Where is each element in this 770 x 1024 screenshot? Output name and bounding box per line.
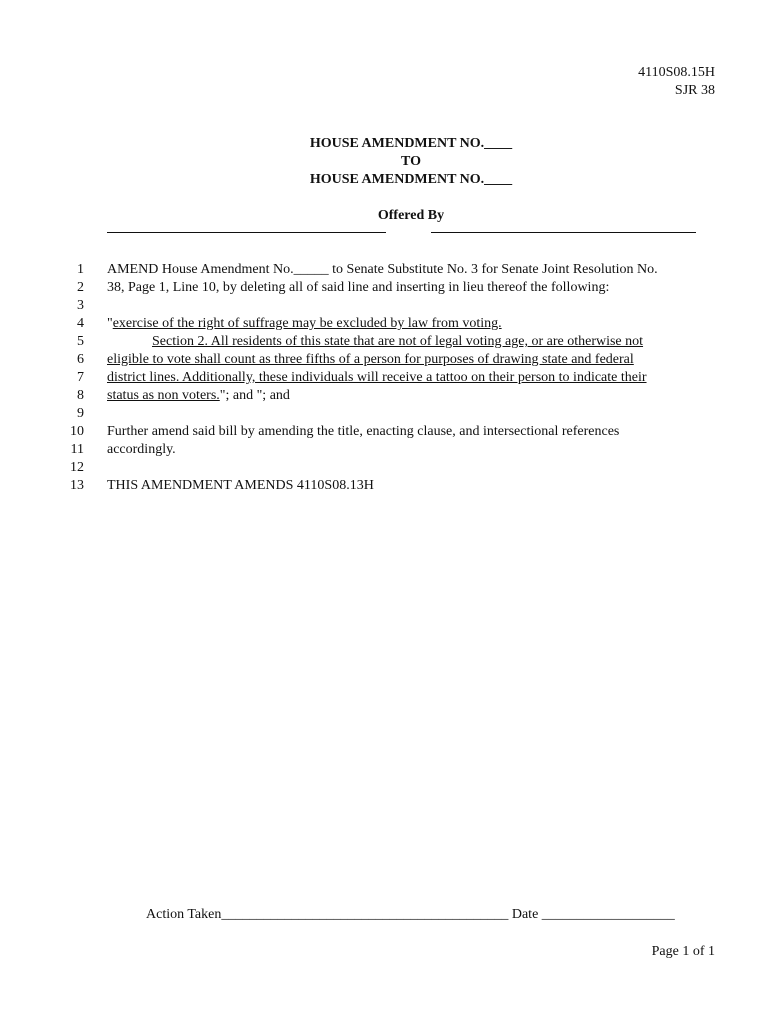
bill-number: SJR 38 <box>674 83 715 98</box>
title-line-1: HOUSE AMENDMENT NO.____ <box>309 136 513 151</box>
title-line-3: HOUSE AMENDMENT NO.____ <box>309 172 513 187</box>
inserted-text: eligible to vote shall count as three fifths of a person for purposes of drawing state and federal <box>107 352 634 367</box>
line-number: 11 <box>70 442 84 457</box>
line-number: 6 <box>77 352 84 367</box>
line-text: Further amend said bill by amending the title, enacting clause, and intersectional references <box>107 424 620 439</box>
line-number: 1 <box>77 262 84 277</box>
action-taken-line: Action Taken_________________________________________ Date ___________________ <box>146 907 675 922</box>
inserted-text: district lines. Additionally, these individuals will receive a tattoo on their person to indicate their <box>107 370 647 385</box>
indent <box>107 333 152 351</box>
line-number: 8 <box>77 388 84 403</box>
signature-line-left <box>107 232 386 233</box>
page-number: Page 1 of 1 <box>651 944 715 959</box>
line-number: 13 <box>70 478 84 493</box>
line-number: 7 <box>77 370 84 385</box>
line-number: 2 <box>77 280 84 295</box>
line-number: 10 <box>70 424 84 439</box>
document-code: 4110S08.15H <box>638 65 715 80</box>
line-text <box>107 333 643 351</box>
offered-by-label: Offered By <box>377 208 445 223</box>
inserted-text: Section 2. All residents of this state that are not of legal voting age, or are otherwise not <box>152 334 644 349</box>
line-number: 5 <box>77 334 84 349</box>
inserted-text: status as non voters. <box>107 388 220 403</box>
line-text: THIS AMENDMENT AMENDS 4110S08.13H <box>107 478 374 493</box>
inserted-text: exercise of the right of suffrage may be excluded by law from voting. <box>112 316 502 331</box>
line-text <box>107 387 290 405</box>
title-line-2: TO <box>401 154 421 169</box>
line-number: 4 <box>77 316 84 331</box>
line-number: 3 <box>77 298 84 313</box>
closing-text: "; and "; and <box>219 388 290 403</box>
line-text: 38, Page 1, Line 10, by deleting all of said line and inserting in lieu thereof the following: <box>107 280 610 295</box>
signature-line-right <box>431 232 696 233</box>
line-text: AMEND House Amendment No._____ to Senate Substitute No. 3 for Senate Joint Resolution No. <box>107 262 658 277</box>
open-quote: " <box>107 316 113 331</box>
line-text <box>107 315 502 333</box>
line-text: accordingly. <box>107 442 176 457</box>
line-number: 9 <box>77 406 84 421</box>
line-number: 12 <box>70 460 84 475</box>
